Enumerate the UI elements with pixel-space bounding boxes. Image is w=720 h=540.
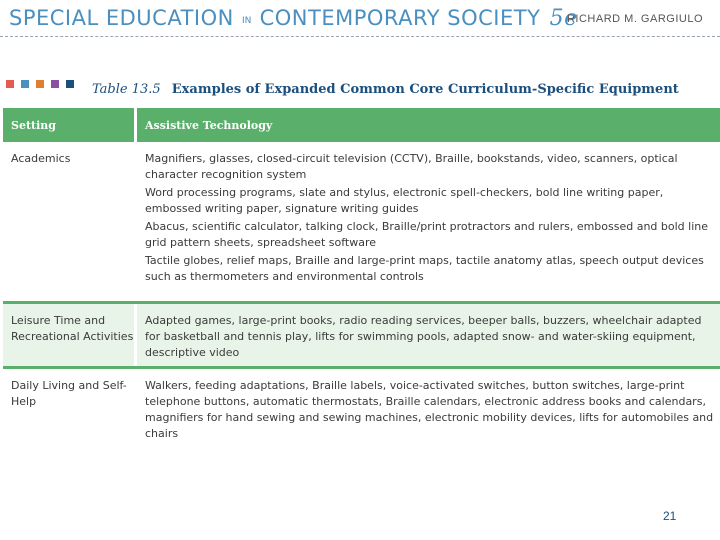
page-number: 21 xyxy=(663,509,677,523)
setting-cell: Leisure Time and Recreational Activities xyxy=(3,303,136,368)
purple-square-icon xyxy=(51,80,59,88)
book-title-rest: CONTEMPORARY SOCIETY xyxy=(259,6,541,30)
book-title xyxy=(9,4,578,35)
table-row xyxy=(3,142,720,303)
setting-cell: Daily Living and Self-Help xyxy=(3,368,136,445)
header-divider xyxy=(0,36,720,37)
technology-cell xyxy=(136,303,720,368)
technology-cell xyxy=(136,142,720,303)
book-title-in: IN xyxy=(242,16,252,26)
table-row xyxy=(3,303,720,368)
book-author: RICHARD M. GARGIULO xyxy=(566,13,703,25)
table-title: Examples of Expanded Common Core Curriculum-Specific Equipment xyxy=(171,82,679,97)
navy-square-icon xyxy=(66,80,74,88)
book-title-main: SPECIAL EDUCATION xyxy=(9,6,234,30)
setting-cell: Academics xyxy=(3,142,136,303)
table-row xyxy=(3,368,720,445)
table-header-row xyxy=(3,108,720,142)
technology-item: Magnifiers, glasses, closed-circuit television (CCTV), Braille, bookstands, video, scanners, optical character recognition system xyxy=(145,152,678,181)
book-edition: 5e xyxy=(549,6,578,31)
technology-item: Tactile globes, relief maps, Braille and large-print maps, tactile anatomy atlas, speech output devices such as thermometers and environmental controls xyxy=(145,254,704,283)
technology-item: Word processing programs, slate and stylus, electronic spell-checkers, bold line writing paper, embossed writing paper, signature writing guides xyxy=(145,186,664,215)
technology-item: Abacus, scientific calculator, talking clock, Braille/print protractors and rulers, embossed and bold line grid pattern sheets, spreadsheet software xyxy=(145,220,709,249)
page-header xyxy=(0,0,720,38)
table-number: Table 13.5 xyxy=(92,82,161,97)
header-setting: Setting xyxy=(3,108,136,142)
technology-cell xyxy=(136,368,720,445)
technology-item: Adapted games, large-print books, radio reading services, beeper balls, buzzers, wheelchair adapted for basketball and tennis play, lifts for swimming pools, adapted snow- and water-skiing equipment, descriptive video xyxy=(145,314,702,359)
red-square-icon xyxy=(6,80,14,88)
header-assistive-technology: Assistive Technology xyxy=(136,108,720,142)
blue-square-icon xyxy=(21,80,29,88)
equipment-table xyxy=(3,108,720,444)
technology-item: Walkers, feeding adaptations, Braille labels, voice-activated switches, button switches, large-print telephone buttons, automatic thermostats, Braille calendars, electronic address books and calendars, magnifiers for hand sewing and sewing machines, electronic mobility devices, lifts for automobiles and chairs xyxy=(145,379,714,440)
orange-square-icon xyxy=(36,80,44,88)
table-caption xyxy=(92,78,679,97)
